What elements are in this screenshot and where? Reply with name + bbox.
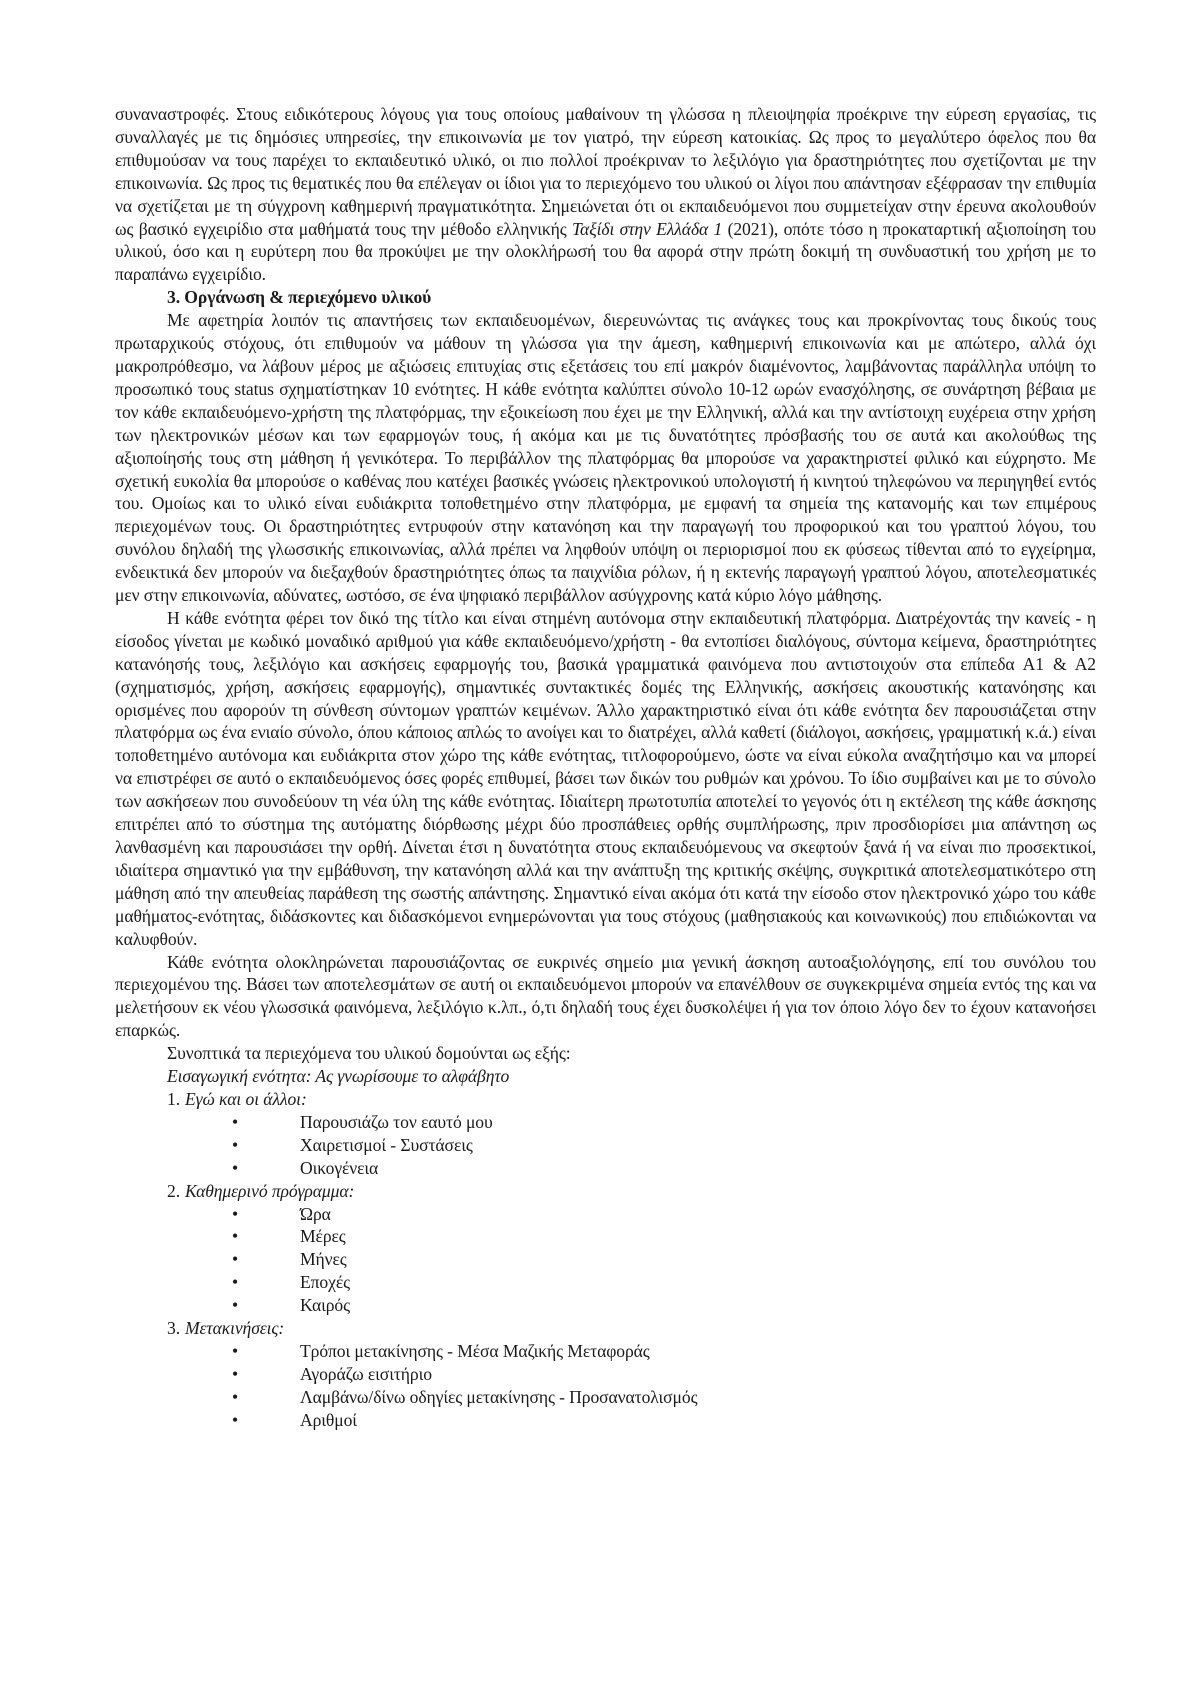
unit-number: 3.: [167, 1318, 180, 1339]
bullet-icon: •: [232, 1409, 239, 1430]
book-title-italic: Ταξίδι στην Ελλάδα 1: [571, 218, 723, 239]
bullet-item: [115, 1203, 1096, 1226]
bullet-icon: •: [232, 1249, 239, 1270]
outline-intro-unit: [167, 1065, 1096, 1088]
bullet-label: Μέρες: [300, 1226, 346, 1247]
bullet-icon: •: [232, 1226, 239, 1247]
bullet-icon: •: [232, 1272, 239, 1293]
continuation-paragraph: [115, 103, 1096, 286]
bullet-label: Ώρα: [300, 1203, 331, 1224]
outline-unit-1-title: [167, 1088, 1096, 1111]
unit-title: Εγώ και οι άλλοι:: [185, 1088, 307, 1109]
intro-unit-title: Εισαγωγική ενότητα: Ας γνωρίσουμε το αλφάβητο: [167, 1066, 510, 1087]
bullet-item: [115, 1134, 1096, 1157]
bullet-icon: •: [232, 1157, 239, 1178]
paragraph-text: (2021), οπότε τόσο η προκαταρτική αξιοποίηση του υλικού, όσο και η ευρύτερη που θα προκύψει με την ολοκλήρωσή του θα αφορά στην πρώτη δοκιμή τη συνδυαστική του χρήση με το παραπάνω εγχειρίδιο.: [115, 218, 1096, 285]
bullet-icon: •: [232, 1363, 239, 1384]
bullet-label: Αγοράζω εισιτήριο: [300, 1363, 432, 1384]
bullet-item: [115, 1248, 1096, 1271]
bullet-icon: •: [232, 1111, 239, 1132]
bullet-label: Αριθμοί: [300, 1409, 357, 1430]
bullet-label: Παρουσιάζω τον εαυτό μου: [300, 1111, 493, 1132]
section-heading: 3. Οργάνωση & περιεχόμενο υλικού: [167, 287, 432, 308]
bullet-icon: •: [232, 1134, 239, 1155]
bullet-item: [115, 1386, 1096, 1409]
bullet-icon: •: [232, 1203, 239, 1224]
bullet-item: [115, 1294, 1096, 1317]
outline-unit-2-title: [167, 1180, 1096, 1203]
unit-number: 2.: [167, 1180, 180, 1201]
bullet-item: [115, 1363, 1096, 1386]
summary-intro: Συνοπτικά τα περιεχόμενα του υλικού δομούνται ως εξής:: [167, 1043, 571, 1064]
bullet-item: [115, 1225, 1096, 1248]
bullet-item: [115, 1111, 1096, 1134]
bullet-icon: •: [232, 1295, 239, 1316]
bullet-icon: •: [232, 1340, 239, 1361]
bullet-label: Εποχές: [300, 1272, 350, 1293]
bullet-label: Μήνες: [300, 1249, 347, 1270]
bullet-icon: •: [232, 1386, 239, 1407]
bullet-item: [115, 1409, 1096, 1432]
paragraph-unit-structure: Η κάθε ενότητα φέρει τον δικό της τίτλο και είναι στημένη αυτόνομα στην εκπαιδευτική πλατφόρμα. Διατρέχοντάς την κανείς - η είσοδος γίνεται με κωδικό μοναδικό αριθμού για κάθε εκπαιδευόμενο/χρήστη - θα εντοπίσει διαλόγους, σύντομα κείμενα, δραστηριότητες κατανόησής τους, λεξιλόγιο και ασκήσεις εφαρμογής του, βασικά γραμματικά φαινόμενα που αντιστοιχούν στα επίπεδα Α1 & Α2 (σχηματισμός, χρήση, ασκήσεις εφαρμογής), σημαντικές συντακτικές δομές της Ελληνικής, ασκήσεις ακουστικής κατανόησης και ορισμένες που αφορούν τη σύνθεση σύντομων γραπτών κειμένων. Άλλο χαρακτηριστικό είναι ότι κάθε ενότητα δεν παρουσιάζεται στην πλατφόρμα ως ένα ενιαίο σύνολο, όπου κάποιος απλώς το ανοίγει και το διατρέχει, αλλά καθετί (διάλογοι, ασκήσεις, γραμματική κ.ά.) είναι τοποθετημένο αυτόνομα και ευδιάκριτα στον χώρο της κάθε ενότητας, τιτλοφορούμενο, ώστε να είναι εύκολα αναζητήσιμο και να μπορεί να επιστρέφει σε αυτό ο εκπαιδευόμενος όσες φορές επιθυμεί, βάσει των δικών του ρυθμών και χρόνου. Το ίδιο συμβαίνει και με το σύνολο των ασκήσεων που συνοδεύουν τη νέα ύλη της κάθε ενότητας. Ιδιαίτερη πρωτοτυπία αποτελεί το γεγονός ότι η εκτέλεση της κάθε άσκησης επιτρέπει από το σύστημα της αυτόματης διόρθωσης μέχρι δύο προσπάθειες ορθής συμπλήρωσης, πριν προσδιορίσει μια απάντηση ως λανθασμένη και παρουσιάσει την ορθή. Δίνεται έτσι η δυνατότητα στους εκπαιδευόμενους να σκεφτούν ξανά ή να είναι πιο προσεκτικοί, ιδιαίτερα σημαντικό για την εμβάθυνση, την κατανόηση αλλά και την ανάπτυξη της κριτικής σκέψης, συγκριτικά αποτελεσματικότερο στη μάθηση από την απευθείας παράθεση της σωστής απάντησης. Σημαντικό είναι ακόμα ότι κατά την είσοδο στον ηλεκτρονικό χώρο του κάθε μαθήματος-ενότητας, διδάσκοντες και διδασκόμενοι ενημερώνονται για τους στόχους (μαθησιακούς και κοινωνικούς) που επιδιώκονται να καλυφθούν.: [115, 607, 1096, 949]
bullet-item: [115, 1340, 1096, 1363]
unit-title: Καθημερινό πρόγραμμα:: [185, 1180, 355, 1201]
bullet-label: Χαιρετισμοί - Συστάσεις: [300, 1134, 473, 1155]
bullet-label: Λαμβάνω/δίνω οδηγίες μετακίνησης - Προσανατολισμός: [300, 1386, 698, 1407]
unit-number: 1.: [167, 1088, 180, 1109]
bullet-item: [115, 1271, 1096, 1294]
paragraph-self-assessment: Κάθε ενότητα ολοκληρώνεται παρουσιάζοντας σε ευκρινές σημείο μια γενική άσκηση αυτοαξιολόγησης, επί του συνόλου του περιεχομένου της. Βάσει των αποτελεσμάτων σε αυτή οι εκπαιδευόμενοι μπορούν να επανέλθουν σε συγκεκριμένα σημεία εντός της και να μελετήσουν εκ νέου γλωσσικά φαινόμενα, λεξιλόγιο κ.λπ., ό,τι δηλαδή τους έχει δυσκολέψει ή για τον όποιο λόγο δεν το έχουν κατανοήσει επαρκώς.: [115, 951, 1096, 1041]
outline-unit-3-title: [167, 1317, 1096, 1340]
bullet-label: Καιρός: [300, 1295, 350, 1316]
paragraph-text: συναναστροφές. Στους ειδικότερους λόγους για τους οποίους μαθαίνουν τη γλώσσα η πλειοψηφία προέκρινε την εύρεση εργασίας, τις συναλλαγές με τις δημόσιες υπηρεσίες, την επικοινωνία με τον γιατρό, την εύρεση κατοικίας. Ως προς το μεγαλύτερο όφελος που θα επιθυμούσαν να τους παρέχει το εκπαιδευτικό υλικό, οι πιο πολλοί προέκριναν το λεξιλόγιο για δραστηριότητες που σχετίζονται με την επικοινωνία. Ως προς τις θεματικές που θα επέλεγαν οι ίδιοι για το περιεχόμενο του υλικού οι λίγοι που απάντησαν εξέφρασαν την επιθυμία να σχετίζεται με τη σύγχρονη καθημερινή πραγματικότητα. Σημειώνεται ότι οι εκπαιδευόμενοι που συμμετείχαν στην έρευνα ακολουθούν ως βασικό εγχειρίδιο στα μαθήματά τους την μέθοδο ελληνικής: [115, 104, 1096, 239]
bullet-item: [115, 1157, 1096, 1180]
unit-title: Μετακινήσεις:: [185, 1318, 285, 1339]
bullet-label: Οικογένεια: [300, 1157, 379, 1178]
paragraph-organization: Με αφετηρία λοιπόν τις απαντήσεις των εκπαιδευομένων, διερευνώντας τις ανάγκες τους και προκρίνοντας τους δικούς τους πρωταρχικούς στόχους, ότι επιθυμούν να μάθουν τη γλώσσα για την άμεση, καθημερινή επικοινωνία και με απώτερο, αλλά όχι μακροπρόθεσμο, να λάβουν μέρος με αξιώσεις επιτυχίας στις εξετάσεις του επί μακρόν διαμένοντος, λαμβάνοντας παράλληλα υπόψη το προσωπικό τους status σχηματίστηκαν 10 ενότητες. Η κάθε ενότητα καλύπτει σύνολο 10-12 ωρών ενασχόλησης, σε συνάρτηση βέβαια με τον κάθε εκπαιδευόμενο-χρήστη της πλατφόρμας, την εξοικείωση που έχει με την Ελληνική, αλλά και την αντίστοιχη ευχέρεια στην χρήση των ηλεκτρονικών μέσων και των εφαρμογών τους, ή ακόμα και με τις δυνατότητες πρόσβασής του σε αυτά και ακολούθως της αξιοποίησής τους στη μάθηση ή γενικότερα. Το περιβάλλον της πλατφόρμας θα μπορούσε να χαρακτηριστεί φιλικό και εύχρηστο. Με σχετική ευκολία θα μπορούσε ο καθένας που κατέχει βασικές γνώσεις ηλεκτρονικού υπολογιστή ή κινητού τηλεφώνου να περιηγηθεί εντός του. Ομοίως και το υλικό είναι ευδιάκριτα τοποθετημένο στην πλατφόρμα, με εμφανή τα σημεία της κατανομής και των επιμέρους περιεχομένων τους. Οι δραστηριότητες εντρυφούν στην κατανόηση και την παραγωγή του προφορικού και του γραπτού λόγου, του συνόλου δηλαδή της γλωσσικής επικοινωνίας, αλλά πρέπει να ληφθούν υπόψη οι περιορισμοί που εκ φύσεως τίθενται από το εγχείρημα, ενδεικτικά δεν μπορούν να διεξαχθούν δραστηριότητες όπως τα παιχνίδια ρόλων, ή η εκτενής παραγωγή γραπτού λόγου, αποτελεσματικές μεν στην επικοινωνία, αδύνατες, ωστόσο, σε ένα ψηφιακό περιβάλλον ασύγχρονης κατά κύριο λόγο μάθησης.: [115, 310, 1096, 606]
bullet-label: Τρόποι μετακίνησης - Μέσα Μαζικής Μεταφοράς: [300, 1340, 650, 1361]
